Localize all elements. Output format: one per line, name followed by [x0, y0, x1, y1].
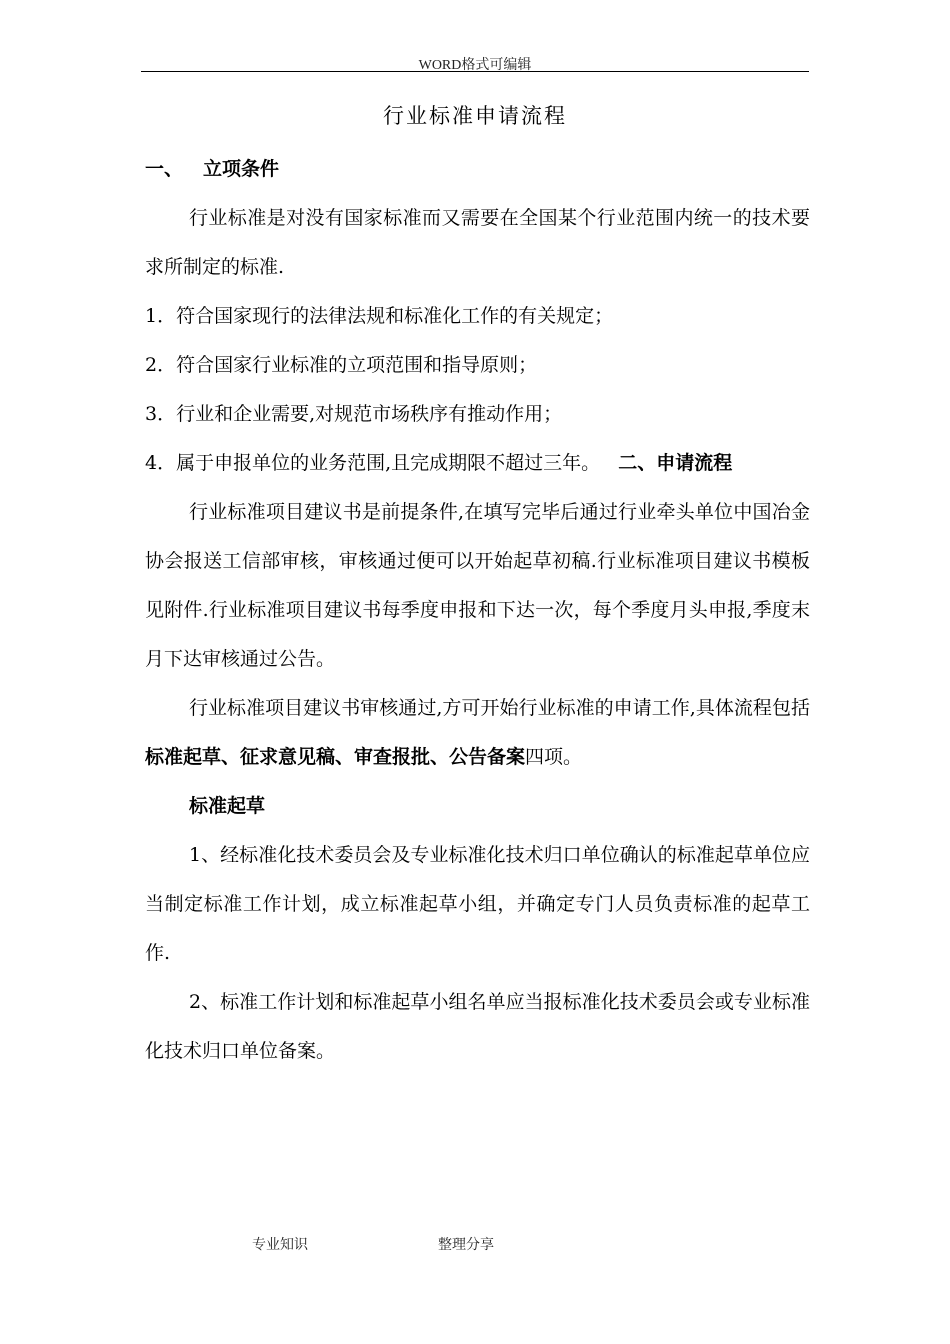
drafting-item-1: 1、经标准化技术委员会及专业标准化技术归口单位确认的标准起草单位应当制定标准工作计划，成立标准起草小组，并确定专门人员负责标准的起草工作. — [145, 844, 810, 964]
paragraph-2-bold-steps: 标准起草、征求意见稿、审查报批、公告备案 — [145, 746, 526, 768]
section-1-intro: 行业标准是对没有国家标准而又需要在全国某个行业范围内统一的技术要求所制定的标准. — [145, 207, 810, 278]
condition-item-4 — [145, 439, 810, 488]
section-1-heading — [145, 145, 810, 194]
section-2-heading: 二、申请流程 — [618, 452, 733, 474]
paragraph-2-suffix: 四项。 — [525, 746, 583, 768]
section-2-paragraph-1: 行业标准项目建议书是前提条件,在填写完毕后通过行业牵头单位中国冶金协会报送工信部审核，审核通过便可以开始起草初稿.行业标准项目建议书模板见附件.行业标准项目建议书每季度申报和下达一次，每个季度月头申报,季度末月下达审核通过公告。 — [145, 501, 810, 670]
subsection-heading: 标准起草 — [189, 795, 266, 817]
section-1-title: 立项条件 — [203, 158, 280, 180]
condition-item-4-text: 4．属于申报单位的业务范围,且完成期限不超过三年。 — [145, 452, 601, 474]
section-2-paragraph-2 — [145, 684, 810, 782]
paragraph-2-prefix: 行业标准项目建议书审核通过,方可开始行业标准的申请工作,具体流程包括 — [189, 697, 810, 719]
page-header: WORD格式可编辑 — [418, 58, 532, 73]
footer-right: 整理分享 — [438, 1238, 494, 1253]
condition-item-3: 3．行业和企业需要,对规范市场秩序有推动作用； — [145, 403, 563, 425]
condition-item-1: 1．符合国家现行的法律法规和标准化工作的有关规定； — [145, 305, 614, 327]
section-1-number: 一、 — [145, 158, 184, 180]
condition-item-2: 2．符合国家行业标准的立项范围和指导原则； — [145, 354, 538, 376]
document-body — [145, 145, 810, 1076]
footer-left: 专业知识 — [252, 1238, 308, 1253]
header-rule — [141, 71, 809, 72]
drafting-item-2: 2、标准工作计划和标准起草小组名单应当报标准化技术委员会或专业标准化技术归口单位备案。 — [145, 991, 810, 1062]
document-title: 行业标准申请流程 — [383, 104, 567, 128]
